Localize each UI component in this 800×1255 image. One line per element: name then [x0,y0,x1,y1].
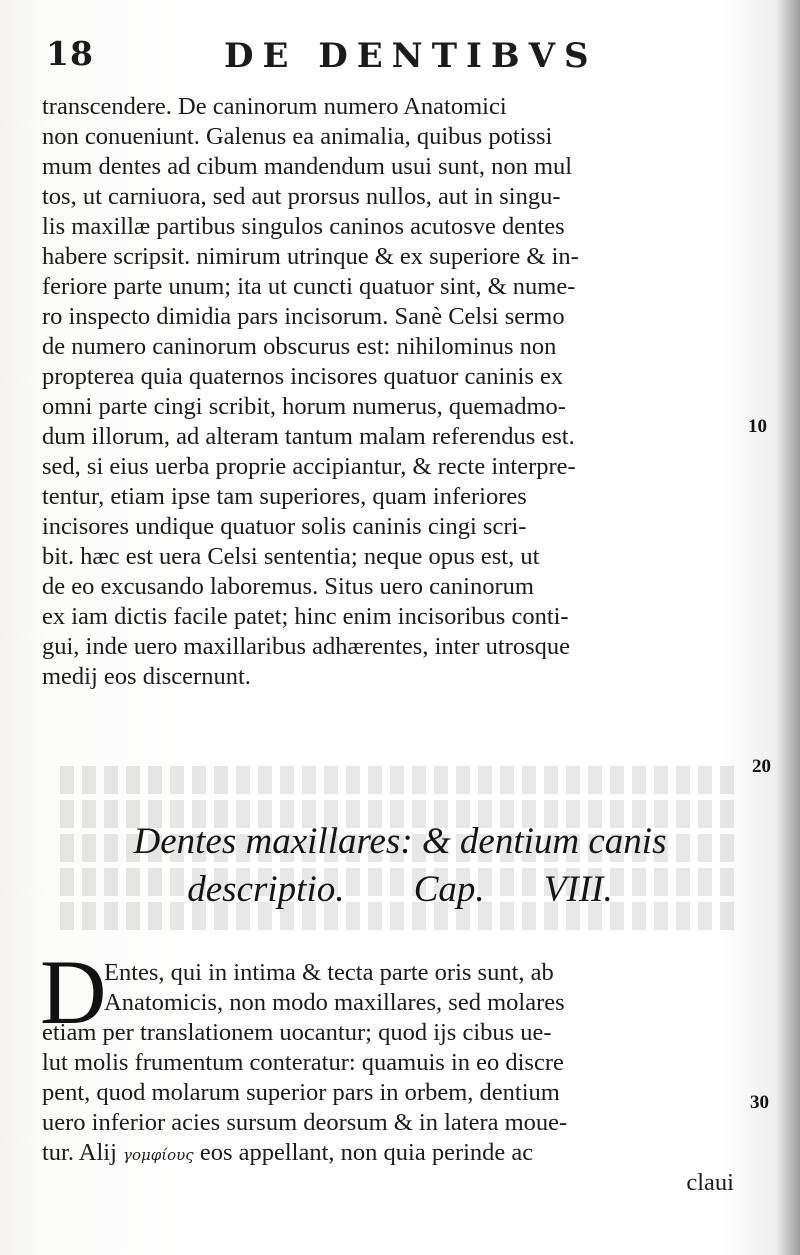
page-header [38,34,758,82]
text-line: feriore parte unum; ita ut cuncti quatuor sint, & nume- [42,273,576,300]
text-line: incisores undique quatuor solis caninis cingi scri- [42,513,527,540]
chapter-heading-line-2 [0,868,800,911]
text-line: de numero caninorum obscurus est: nihilominus non [42,333,557,360]
text-line: medij eos discernunt. [42,663,251,690]
text-block-2 [42,958,742,1198]
margin-line-number: 30 [750,1092,769,1113]
text-line: tentur, etiam ipse tam superiores, quam inferiores [42,483,527,510]
text-line: de eo excusando laboremus. Situs uero caninorum [42,573,534,600]
text-line: omni parte cingi scribit, horum numerus, quemadmo- [42,393,566,420]
text-line: transcendere. De caninorum numero Anatomici [42,93,507,120]
running-head: DE DENTIBVS [224,36,598,76]
text-line: pent, quod molarum superior pars in orbem, dentium [42,1079,560,1106]
text-fragment: tur. Alij [42,1139,117,1166]
chapter-heading-line-1: Dentes maxillares: & dentium canis [133,821,667,862]
text-line: uero inferior acies sursum deorsum & in latera moue- [42,1109,568,1136]
text-line: ex iam dictis facile patet; hinc enim incisoribus conti- [42,603,569,630]
text-line: gui, inde uero maxillaribus adhærentes, inter utrosque [42,633,570,660]
text-line: non conueniunt. Galenus ea animalia, quibus potissi [42,123,553,150]
text-line: Entes, qui in intima & tecta parte oris sunt, ab [104,959,554,986]
chapter-label: Cap. [413,869,485,910]
text-line: Anatomicis, non modo maxillares, sed molares [104,989,565,1016]
text-line: sed, si eius uerba proprie accipiantur, & recte interpre- [42,453,576,480]
text-line: tos, ut carniuora, sed aut prorsus nullos, aut in singu- [42,183,561,210]
text-line: mum dentes ad cibum mandendum usui sunt, non mul [42,153,573,180]
margin-line-number: 20 [752,756,771,777]
text-line: habere scripsit. nimirum utrinque & ex superiore & in- [42,243,579,270]
drop-cap-initial: D [40,941,107,1043]
chapter-heading-word: descriptio. [187,869,345,910]
text-line: ro inspecto dimidia pars incisorum. Sanè Celsi sermo [42,303,565,330]
text-line: dum illorum, ad alteram tantum malam referendus est. [42,423,575,450]
text-line: lis maxillæ partibus singulos caninos acutosve dentes [42,213,565,240]
catchword: claui [686,1169,734,1196]
chapter-number: VIII. [543,869,613,910]
greek-word: γομφίους [123,1146,194,1164]
text-line: propterea quia quaternos incisores quatuor caninis ex [42,363,564,390]
text-line: etiam per translationem uocantur; quod ijs cibus ue- [42,1019,552,1046]
margin-line-number: 10 [748,416,767,437]
text-fragment: eos appellant, non quia perinde ac [193,1139,534,1166]
text-line: lut molis frumentum conteratur: quamuis in eo discre [42,1049,564,1076]
text-line-with-greek [42,1138,742,1168]
page-number: 18 [46,34,94,73]
text-line: bit. hæc est uera Celsi sententia; neque opus est, ut [42,543,540,570]
text-block-1 [42,92,742,692]
